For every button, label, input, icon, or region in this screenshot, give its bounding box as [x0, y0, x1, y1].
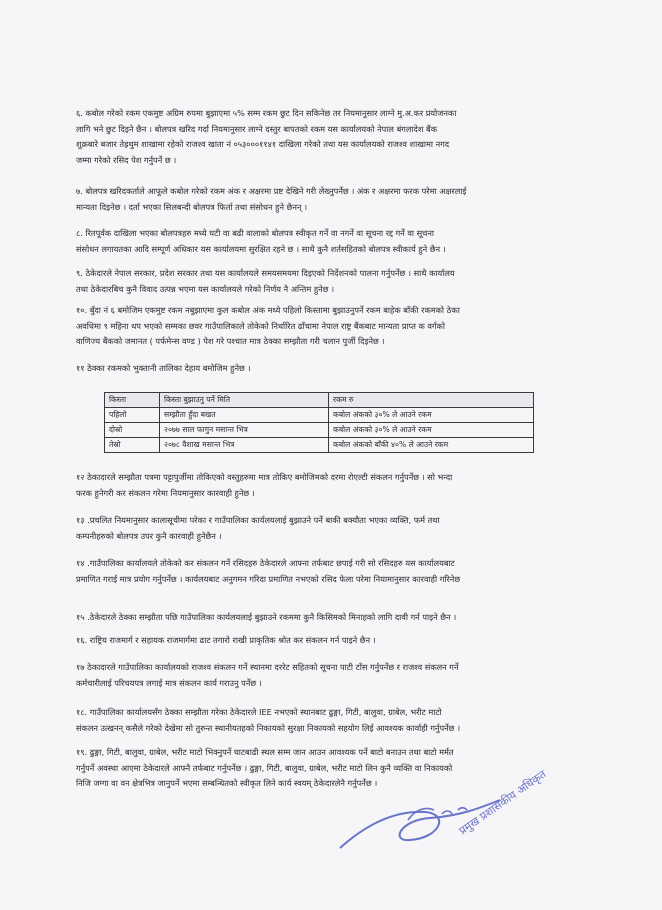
table-cell: कबोल अंकको ३०% ले आउने रकम: [329, 423, 534, 438]
clause-11: ११ ठेक्का रकमको भुक्तानी तालिका देहाय बमोजिम हुनेछ ।: [76, 363, 251, 373]
table-cell: कबोल अंकको ३०% ले आउने रकम: [329, 408, 534, 423]
clause-14: १४ .गाउँपालिका कार्यालयले तोकेको कर संकलन गर्ने रसिदहरु ठेकेदारले आफ्ना तर्फबाट छपाई गरी सो रसिदहरु यस कार्यालयबाट प्रमाणित गराई मात्र प्रयोग गर्नुपर्नेछ । कार्यलयबाट अनुगमन गरिदा प्रमाणित नभएको रसिद फेला परेमा नियामानुसार कारवाही गरिनेछ: [76, 558, 461, 584]
table-cell: सम्झौता हुँदा बखत: [160, 408, 329, 423]
clause-13: १३ .प्रचलित नियमानुसार कालासूचीमा परेका र गाउँपालिका कार्यलयलाई बुझाउने पर्ने बाकी बक्यौता भएका व्यक्ति, फर्म तथा कम्पनीहरुको बोलपत्र उपर कुनै कारवाही हुनेछैन ।: [76, 515, 440, 541]
clause-12: १२ ठेकादारले सम्झौता पत्रमा पट्टापुर्जीमा तोकिएको वस्तुहरुमा मात्र तोकिए बमोजिमको दरमा रोएल्टी संकलन गर्नुपर्नेछ । सो भन्दा फरक हुनेगरी कर संकलन गरेमा नियमानुसार कारवाही हुनेछ ।: [76, 472, 453, 498]
table-row: [105, 423, 534, 438]
clause-10: १०. बुँदा नं ६ बमोजिम एकमुष्ट रकम नबुझाएमा कुल कबोल अंक मध्ये पहिलो किस्तामा बुझाउनुपर्ने रकम बाहेक बाँकी रकमको ठेका अवधिमा ९ महिना थप भएको सम्मका छवर गाउँपालिकाले तोकेको निर्धारित ढाँचामा नेपाल राष्ट्र बैंकबाट मान्यता प्राप्त क वर्गको वाणिज्य बैंकको जमानत ( पर्फमेन्स वण्ड ) पेश गरे पश्चात मात्र ठेक्का सम्झौता गरी चलान पुर्जी दिइनेछ ।: [76, 305, 460, 346]
table-header-cell: किस्ता बुझाउनु पर्ने मिति: [160, 393, 329, 408]
clause-18: १८. गाउँपालिका कार्यालयसँग ठेक्का सम्झौता गरेका ठेकेदारले IEE नभएको स्थानबाट ढुङ्गा, गिटी, बालुवा, ग्राबेल, भरीट माटो संकलन उत्खनन् कसैले गरेको देखेमा सो तुरुन्त स्थानीयतहको निकायको सुरक्षा निकायको सहयोग लिई आवश्यक कार्वाही गर्नुपर्नेछ ।: [76, 707, 461, 733]
table-row: [105, 408, 534, 423]
clause-6: ६. कबोल गरेको रकम एकमुष्ट अग्रिम रुपमा बुझाएमा ५% सम्म रकम छुट दिन सकिनेछ तर नियमानुसार लाग्ने मु.अ.कर प्रयोजनका लागि भने छुट दिइने छैन । बोलपत्र खरिद गर्दा नियमानुसार लाग्ने दस्तुर बापतको रकम यस कार्यालयको नेपाल बंगलादेश बैंक शुक्रबारे बजार तेह्रथुम शाखामा रहेको राजश्व खाता नं ०५३०००११४१ दाखिला गरेको तथा यस कार्यालयको राजश्व शाखामा नगद जम्मा गरेको रसिद पेश गर्नुपर्ने छ ।: [76, 108, 457, 165]
table-cell: कबोल अंकको बाँकी ४०% ले आउने रकम: [329, 438, 534, 453]
table-cell: दोस्रो: [105, 423, 160, 438]
clause-9: ९. ठेकेदारले नेपाल सरकार, प्रदेश सरकार तथा यस कार्यालयले समयसमयमा दिइएको निर्देशनको पालना गर्नुपर्नेछ । साथै कार्यालय तथा ठेकेदारबिच कुनै विवाद उत्पन्न भएमा यस कार्यालयले गरेको निर्णय नै अन्तिम हुनेछ ।: [76, 268, 455, 294]
table-cell: २०७७ साल फागुन मसान्त भित्र: [160, 423, 329, 438]
table-header-cell: किस्ता: [105, 393, 160, 408]
clause-15: १५ .ठेकेदारले ठेक्का सम्झौता पछि गाउँपालिका कार्यलयलाई बुझाउने रकममा कुनै किसिमको मिनाहको लागि दावी गर्न पाइने छैन ।: [76, 612, 457, 622]
clause-16: १६. राष्ट्रिय राजमार्ग र सहायक राजमार्गमा ढाट तगारो राखी प्राकृतिक श्रोत कर संकलन गर्न पाइने छैन ।: [76, 635, 376, 645]
clause-8: ८. रितपूर्वक दाखिला भएका बोलपत्रहरु मध्ये घटी वा बढी वालाको बोलपत्र स्वीकृत गर्ने वा नगर्ने वा सूचना रद्द गर्ने वा सूचना संसोधन लगायतका आदि सम्पूर्ण अधिकार यस कार्यालयमा सुरक्षित रहने छ । साथै कुनै शर्तसहितको बोलपत्र स्वीकार्य हुने छैन ।: [76, 228, 446, 254]
table-row: [105, 438, 534, 453]
clause-17: १७ ठेकादारले गाउँपालिका कार्यालयको राजश्व संकलन गर्ने स्थानमा दररेट सहितको सूचना पाटी टाँस गर्नुपर्नेछ र राजश्व संकलन गर्ने कर्मचारीलाई परिचयपत्र लगाई मात्र संकलन कार्य गराउनु पर्नेछ ।: [76, 662, 459, 688]
payment-schedule-table: [104, 392, 534, 453]
clause-7: ७. बोलपत्र खरिदकर्ताले आफूले कबोल गरेको रकम अंक र अक्षरमा प्रष्ट देखिने गरी लेख्नुपर्नेछ । अंक र अक्षरमा फरक परेमा अक्षरलाई मान्यता दिइनेछ । दर्ता भएका सिलबन्दी बोलपत्र फिर्ता तथा संसोधन हुने छैनन् ।: [76, 186, 467, 212]
table-cell: तेस्रो: [105, 438, 160, 453]
clause-19: १९. ढुङ्गा, गिटी, बालुवा, ग्राबेल, भरीट माटो भिक्नुपर्ने घाटबाढी स्थल सम्म जान आउन आवश्यक पर्ने बाटो बनाउन तथा बाटो मर्मत गर्नुपर्ने अवस्था आएमा ठेकेदारले आफ्नै तर्फबाट गर्नुपर्नेछ । ढुङ्गा, गिटी, बालुवा, ग्राबेल, भरीट माटो लिन कुनै व्यक्ति वा निकायको निजि जग्गा वा वन क्षेत्रभित्र जानुपर्ने भएमा सम्बन्धितको स्वीकृत लिने कार्य स्वयम् ठेकेदारलेनै गर्नुपर्नेछ ।: [76, 747, 454, 788]
table-header-row: [105, 393, 534, 408]
official-stamp: प्रमुख प्रशासकीय अधिकृत: [456, 767, 549, 838]
table-cell: २०७८ वैशाख मसान्त भित्र: [160, 438, 329, 453]
table-header-cell: रकम रु: [329, 393, 534, 408]
table-cell: पहिलो: [105, 408, 160, 423]
